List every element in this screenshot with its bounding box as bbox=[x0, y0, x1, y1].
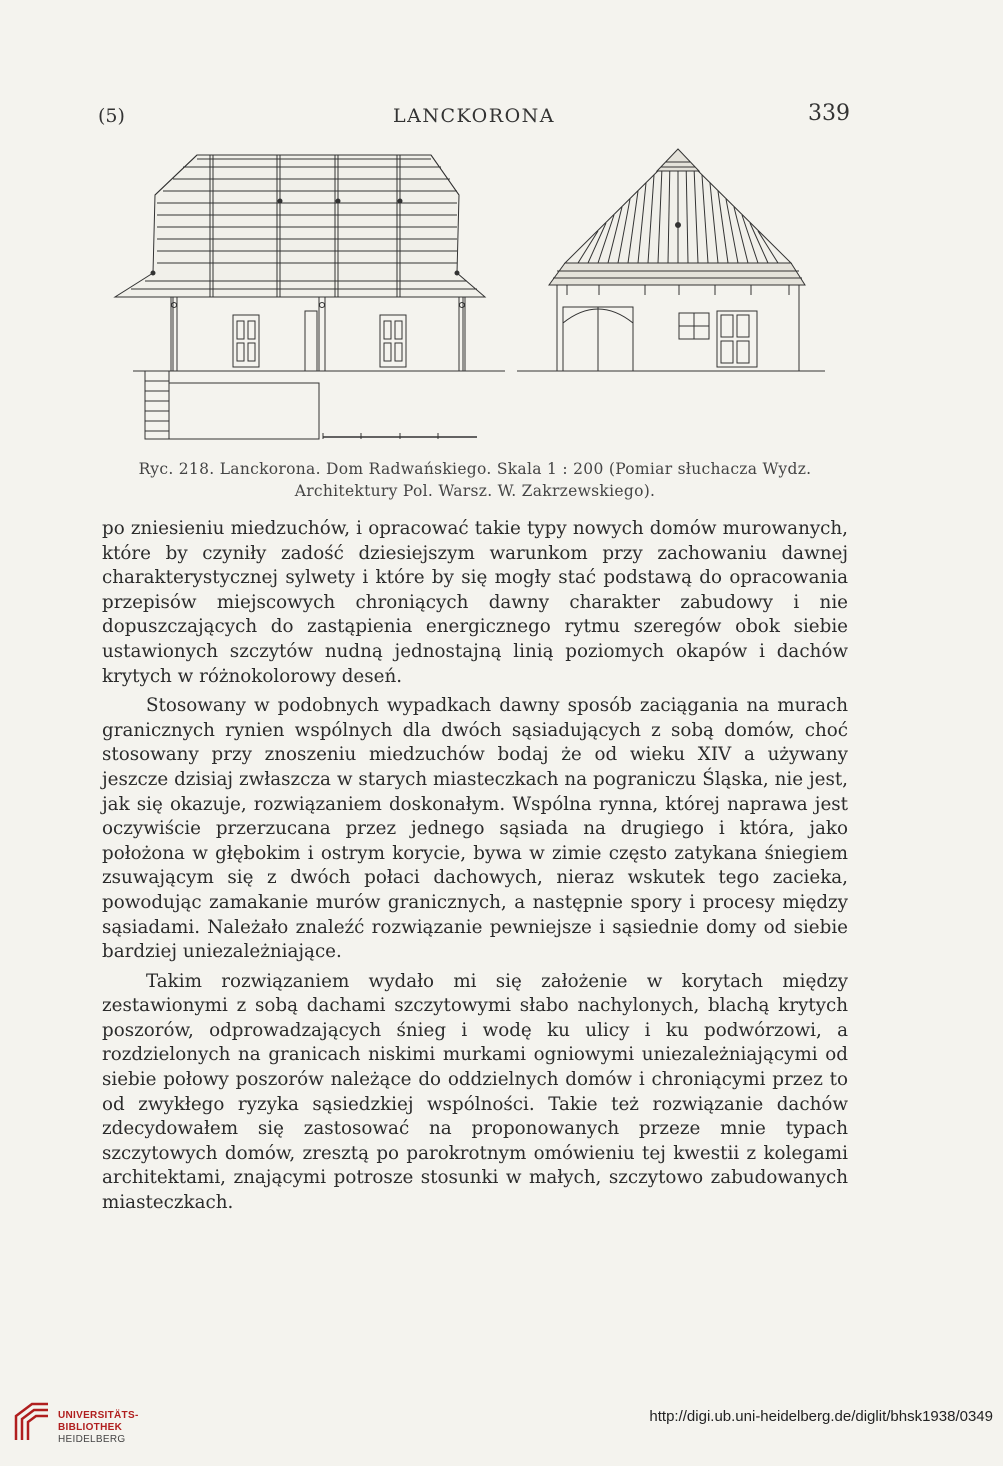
section-number: (5) bbox=[98, 105, 125, 127]
library-name-2: BIBLIOTHEK bbox=[58, 1422, 123, 1433]
gable-elevation bbox=[517, 149, 825, 371]
library-name-1: UNIVERSITÄTS- bbox=[58, 1410, 139, 1421]
body-text bbox=[102, 517, 848, 1221]
running-title: LANCKORONA bbox=[393, 105, 555, 127]
paragraph-2: Stosowany w podobnych wypadkach dawny sposób zaciągania na murach granicznych rynien wspólnych dla dwóch sąsiadujących z sobą domów, choć stosowany przy znoszeniu miedzuchów bodaj że od wieku XIV a używany jeszcze dzisiaj zwłaszcza w starych miasteczkach na pograniczu Śląska, nie jest, jak się okazuje, rozwiązaniem doskonałym. Wspólna rynna, której naprawa jest oczywiście przerzucana przez jednego sąsiada na drugiego i która, jako położona w głębokim i ostrym korycie, bywa w zimie często zatykana śniegiem zsuwającym się z dwóch połaci dachowych, nieraz wskutek tego zacieka, powodując zamakanie murów granicznych, a następnie spory i procesy między sąsiadami. Należało znaleźć rozwiązanie pewniejsze i sąsiednie domy od siebie bardziej uniezależniające. bbox=[102, 695, 848, 963]
paragraph-3: Takim rozwiązaniem wydało mi się założenie w korytach między zestawionymi z sobą dachami szczytowymi słabo nachylonych, blachą krytych poszorów, odprowadzających śnieg i wodę ku ulicy i ku podwórzowi, a rozdzielonych na granicach niskimi murkami ogniowymi uniezależniającymi od siebie połowy poszorów należące do oddzielnych domów i chroniącymi przez to od zwykłego ryzyka sąsiedzkiej wspólności. Takie też rozwiązanie dachów zdecydowałem się zastosować na proponowanych przeze mnie typach szczytowych domów, zresztą po parokrotnym omówieniu tej kwestii z kolegami architektami, znającymi potrosze stosunki w małych, szczytowo zabudowanych miasteczkach. bbox=[102, 970, 848, 1214]
library-name-3: HEIDELBERG bbox=[58, 1434, 126, 1445]
caption-line-2: Architektury Pol. Warsz. W. Zakrzewskiego). bbox=[294, 482, 656, 500]
running-header bbox=[98, 103, 850, 133]
caption-line-1: Ryc. 218. Lanckorona. Dom Radwańskiego. Skala 1 : 200 (Pomiar słuchacza Wydz. bbox=[138, 460, 812, 478]
house-elevation-drawing bbox=[105, 145, 855, 450]
side-elevation bbox=[115, 155, 505, 439]
page-number: 339 bbox=[808, 101, 850, 126]
paragraph-1: po zniesieniu miedzuchów, i opracować takie typy nowych domów murowanych, które by czyniły zadość dziesiejszym warunkom przy zachowaniu dawnej charakterystycznej sylwety i które by się mogły stać podstawą do opracowania przepisów miejscowych chroniących dawny charakter zabudowy i nie dopuszczających do zastąpienia energicznego rytmu szeregów obok siebie ustawionych szczytów nudną jednostajną linią poziomych okapów i dachów krytych w różnokolorowy deseń. bbox=[102, 518, 848, 687]
source-url[interactable]: http://digi.ub.uni-heidelberg.de/diglit/bhsk1938/0349 bbox=[649, 1408, 993, 1425]
library-logo-icon bbox=[12, 1400, 52, 1444]
figure-caption bbox=[95, 458, 855, 502]
library-footer bbox=[0, 1396, 1003, 1466]
